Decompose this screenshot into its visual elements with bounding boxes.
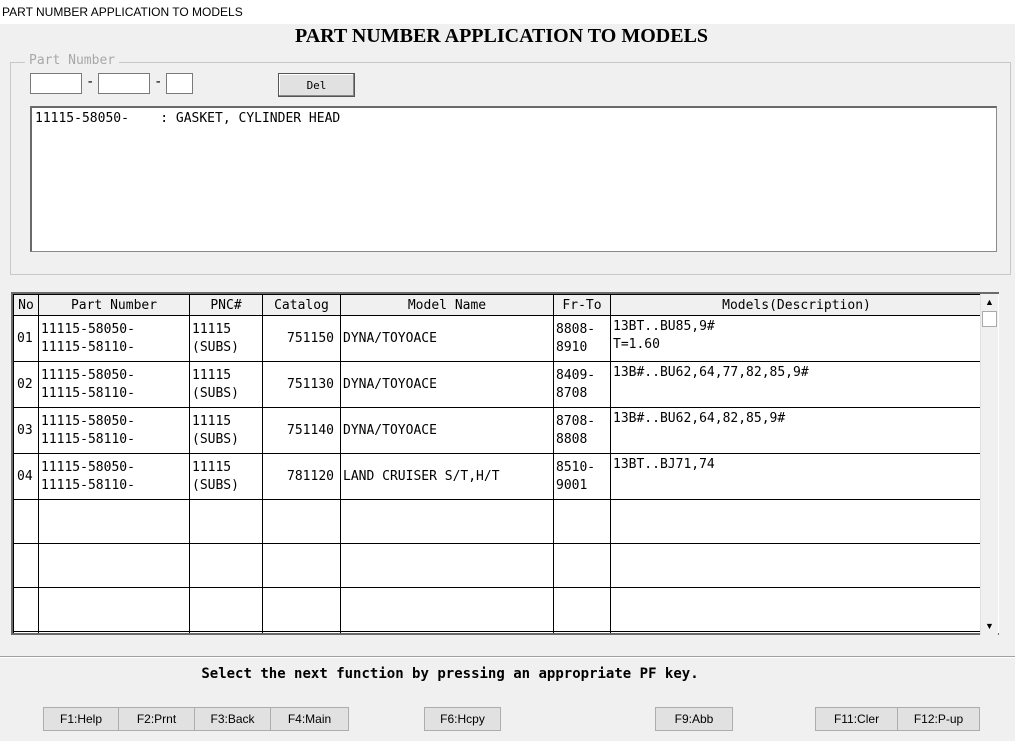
triangle-up-icon[interactable]: ▲	[985, 297, 994, 307]
empty-cell	[263, 632, 341, 636]
part-description-line: 11115-58050- : GASKET, CYLINDER HEAD	[35, 111, 341, 126]
cell-fr-to	[554, 454, 611, 500]
col-header-part-number[interactable]: Part Number	[39, 295, 190, 316]
delete-button[interactable]: Del	[278, 73, 355, 97]
pnc-line: (SUBS)	[192, 477, 239, 493]
empty-row[interactable]	[14, 588, 983, 632]
empty-cell	[611, 632, 983, 636]
cell-models-description	[611, 362, 983, 408]
part-number-field-2[interactable]	[98, 73, 150, 94]
cell-no: 04	[14, 454, 39, 500]
cell-pnc	[190, 454, 263, 500]
cell-no: 02	[14, 362, 39, 408]
cell-models-description	[611, 454, 983, 500]
f12-popup-button[interactable]: F12:P-up	[897, 707, 980, 731]
page-title: PART NUMBER APPLICATION TO MODELS	[294, 25, 709, 47]
f1-help-button[interactable]: F1:Help	[43, 707, 119, 731]
pnc-line: 11115	[192, 459, 232, 475]
table-row[interactable]	[14, 316, 983, 362]
empty-cell	[190, 632, 263, 636]
cell-catalog: 751140	[263, 408, 341, 454]
col-header-catalog[interactable]: Catalog	[263, 295, 341, 316]
empty-cell	[263, 500, 341, 544]
empty-row[interactable]	[14, 632, 983, 636]
pnc-line: 11115	[192, 413, 232, 429]
vertical-scrollbar[interactable]	[980, 294, 998, 635]
fr-line: 8808-	[556, 321, 596, 337]
empty-cell	[341, 544, 554, 588]
to-line: 8808	[556, 431, 588, 447]
desc-line: T=1.60	[613, 337, 660, 352]
cell-pnc	[190, 362, 263, 408]
empty-cell	[341, 588, 554, 632]
cell-part-number	[39, 316, 190, 362]
grid-header-row	[14, 295, 983, 316]
empty-cell	[611, 588, 983, 632]
col-header-model-name[interactable]: Model Name	[341, 295, 554, 316]
part-number-line: 11115-58110-	[41, 339, 135, 355]
application-grid[interactable]	[11, 292, 999, 635]
part-number-field-1[interactable]	[30, 73, 82, 94]
table-row[interactable]	[14, 362, 983, 408]
cell-models-description	[611, 316, 983, 362]
window-title: PART NUMBER APPLICATION TO MODELS	[0, 0, 1015, 24]
fr-line: 8708-	[556, 413, 596, 429]
cell-part-number	[39, 362, 190, 408]
pnc-line: (SUBS)	[192, 339, 239, 355]
empty-cell	[341, 632, 554, 636]
empty-cell	[554, 588, 611, 632]
empty-cell	[39, 544, 190, 588]
empty-cell	[39, 588, 190, 632]
cell-catalog: 751130	[263, 362, 341, 408]
cell-model-name: DYNA/TOYOACE	[341, 408, 554, 454]
empty-cell	[190, 500, 263, 544]
cell-fr-to	[554, 362, 611, 408]
empty-cell	[554, 632, 611, 636]
f3-back-button[interactable]: F3:Back	[194, 707, 271, 731]
f6-hardcopy-button[interactable]: F6:Hcpy	[424, 707, 501, 731]
cell-fr-to	[554, 316, 611, 362]
empty-cell	[14, 544, 39, 588]
f9-abbreviation-button[interactable]: F9:Abb	[655, 707, 733, 731]
scrollbar-thumb[interactable]	[982, 311, 997, 327]
empty-cell	[190, 544, 263, 588]
fr-line: 8510-	[556, 459, 596, 475]
empty-cell	[190, 588, 263, 632]
pnc-line: (SUBS)	[192, 385, 239, 401]
pnc-line: (SUBS)	[192, 431, 239, 447]
cell-model-name: LAND CRUISER S/T,H/T	[341, 454, 554, 500]
empty-row[interactable]	[14, 544, 983, 588]
empty-cell	[263, 588, 341, 632]
part-number-dash-1: -	[86, 74, 95, 90]
empty-row[interactable]	[14, 500, 983, 544]
desc-line: 13B#..BU62,64,82,85,9#	[613, 411, 786, 426]
f2-print-button[interactable]: F2:Prnt	[118, 707, 195, 731]
part-number-legend: Part Number	[25, 53, 119, 68]
empty-cell	[554, 544, 611, 588]
status-message: Select the next function by pressing an appropriate PF key.	[201, 666, 699, 682]
part-number-field-3[interactable]	[166, 73, 193, 94]
part-number-line: 11115-58110-	[41, 431, 135, 447]
cell-part-number	[39, 454, 190, 500]
empty-cell	[39, 632, 190, 636]
pnc-line: 11115	[192, 367, 232, 383]
part-number-line: 11115-58110-	[41, 385, 135, 401]
desc-line: 13BT..BJ71,74	[613, 457, 715, 472]
cell-fr-to	[554, 408, 611, 454]
empty-cell	[611, 500, 983, 544]
desc-line: 13BT..BU85,9#	[613, 319, 715, 334]
cell-part-number	[39, 408, 190, 454]
col-header-no[interactable]: No	[14, 295, 39, 316]
cell-models-description	[611, 408, 983, 454]
part-number-line: 11115-58050-	[41, 321, 135, 337]
cell-model-name: DYNA/TOYOACE	[341, 362, 554, 408]
part-number-line: 11115-58050-	[41, 367, 135, 383]
empty-cell	[554, 500, 611, 544]
empty-cell	[611, 544, 983, 588]
f4-main-button[interactable]: F4:Main	[270, 707, 349, 731]
to-line: 9001	[556, 477, 588, 493]
to-line: 8910	[556, 339, 588, 355]
empty-cell	[39, 500, 190, 544]
empty-cell	[14, 500, 39, 544]
empty-cell	[14, 588, 39, 632]
table-row[interactable]	[14, 408, 983, 454]
part-number-line: 11115-58050-	[41, 413, 135, 429]
part-number-line: 11115-58110-	[41, 477, 135, 493]
desc-line: 13B#..BU62,64,77,82,85,9#	[613, 365, 809, 380]
col-header-pnc[interactable]: PNC#	[190, 295, 263, 316]
fr-line: 8409-	[556, 367, 596, 383]
empty-cell	[14, 632, 39, 636]
separator	[0, 656, 1015, 658]
cell-pnc	[190, 316, 263, 362]
col-header-fr-to[interactable]: Fr-To	[554, 295, 611, 316]
triangle-down-icon[interactable]: ▼	[985, 621, 994, 631]
part-number-dash-2: -	[154, 74, 163, 90]
cell-catalog: 781120	[263, 454, 341, 500]
part-number-line: 11115-58050-	[41, 459, 135, 475]
to-line: 8708	[556, 385, 588, 401]
cell-pnc	[190, 408, 263, 454]
f11-clear-button[interactable]: F11:Cler	[815, 707, 898, 731]
table-row[interactable]	[14, 454, 983, 500]
empty-cell	[341, 500, 554, 544]
pnc-line: 11115	[192, 321, 232, 337]
empty-cell	[263, 544, 341, 588]
cell-no: 03	[14, 408, 39, 454]
cell-catalog: 751150	[263, 316, 341, 362]
cell-no: 01	[14, 316, 39, 362]
part-description-box	[30, 106, 997, 252]
col-header-models-description[interactable]: Models(Description)	[611, 295, 983, 316]
cell-model-name: DYNA/TOYOACE	[341, 316, 554, 362]
